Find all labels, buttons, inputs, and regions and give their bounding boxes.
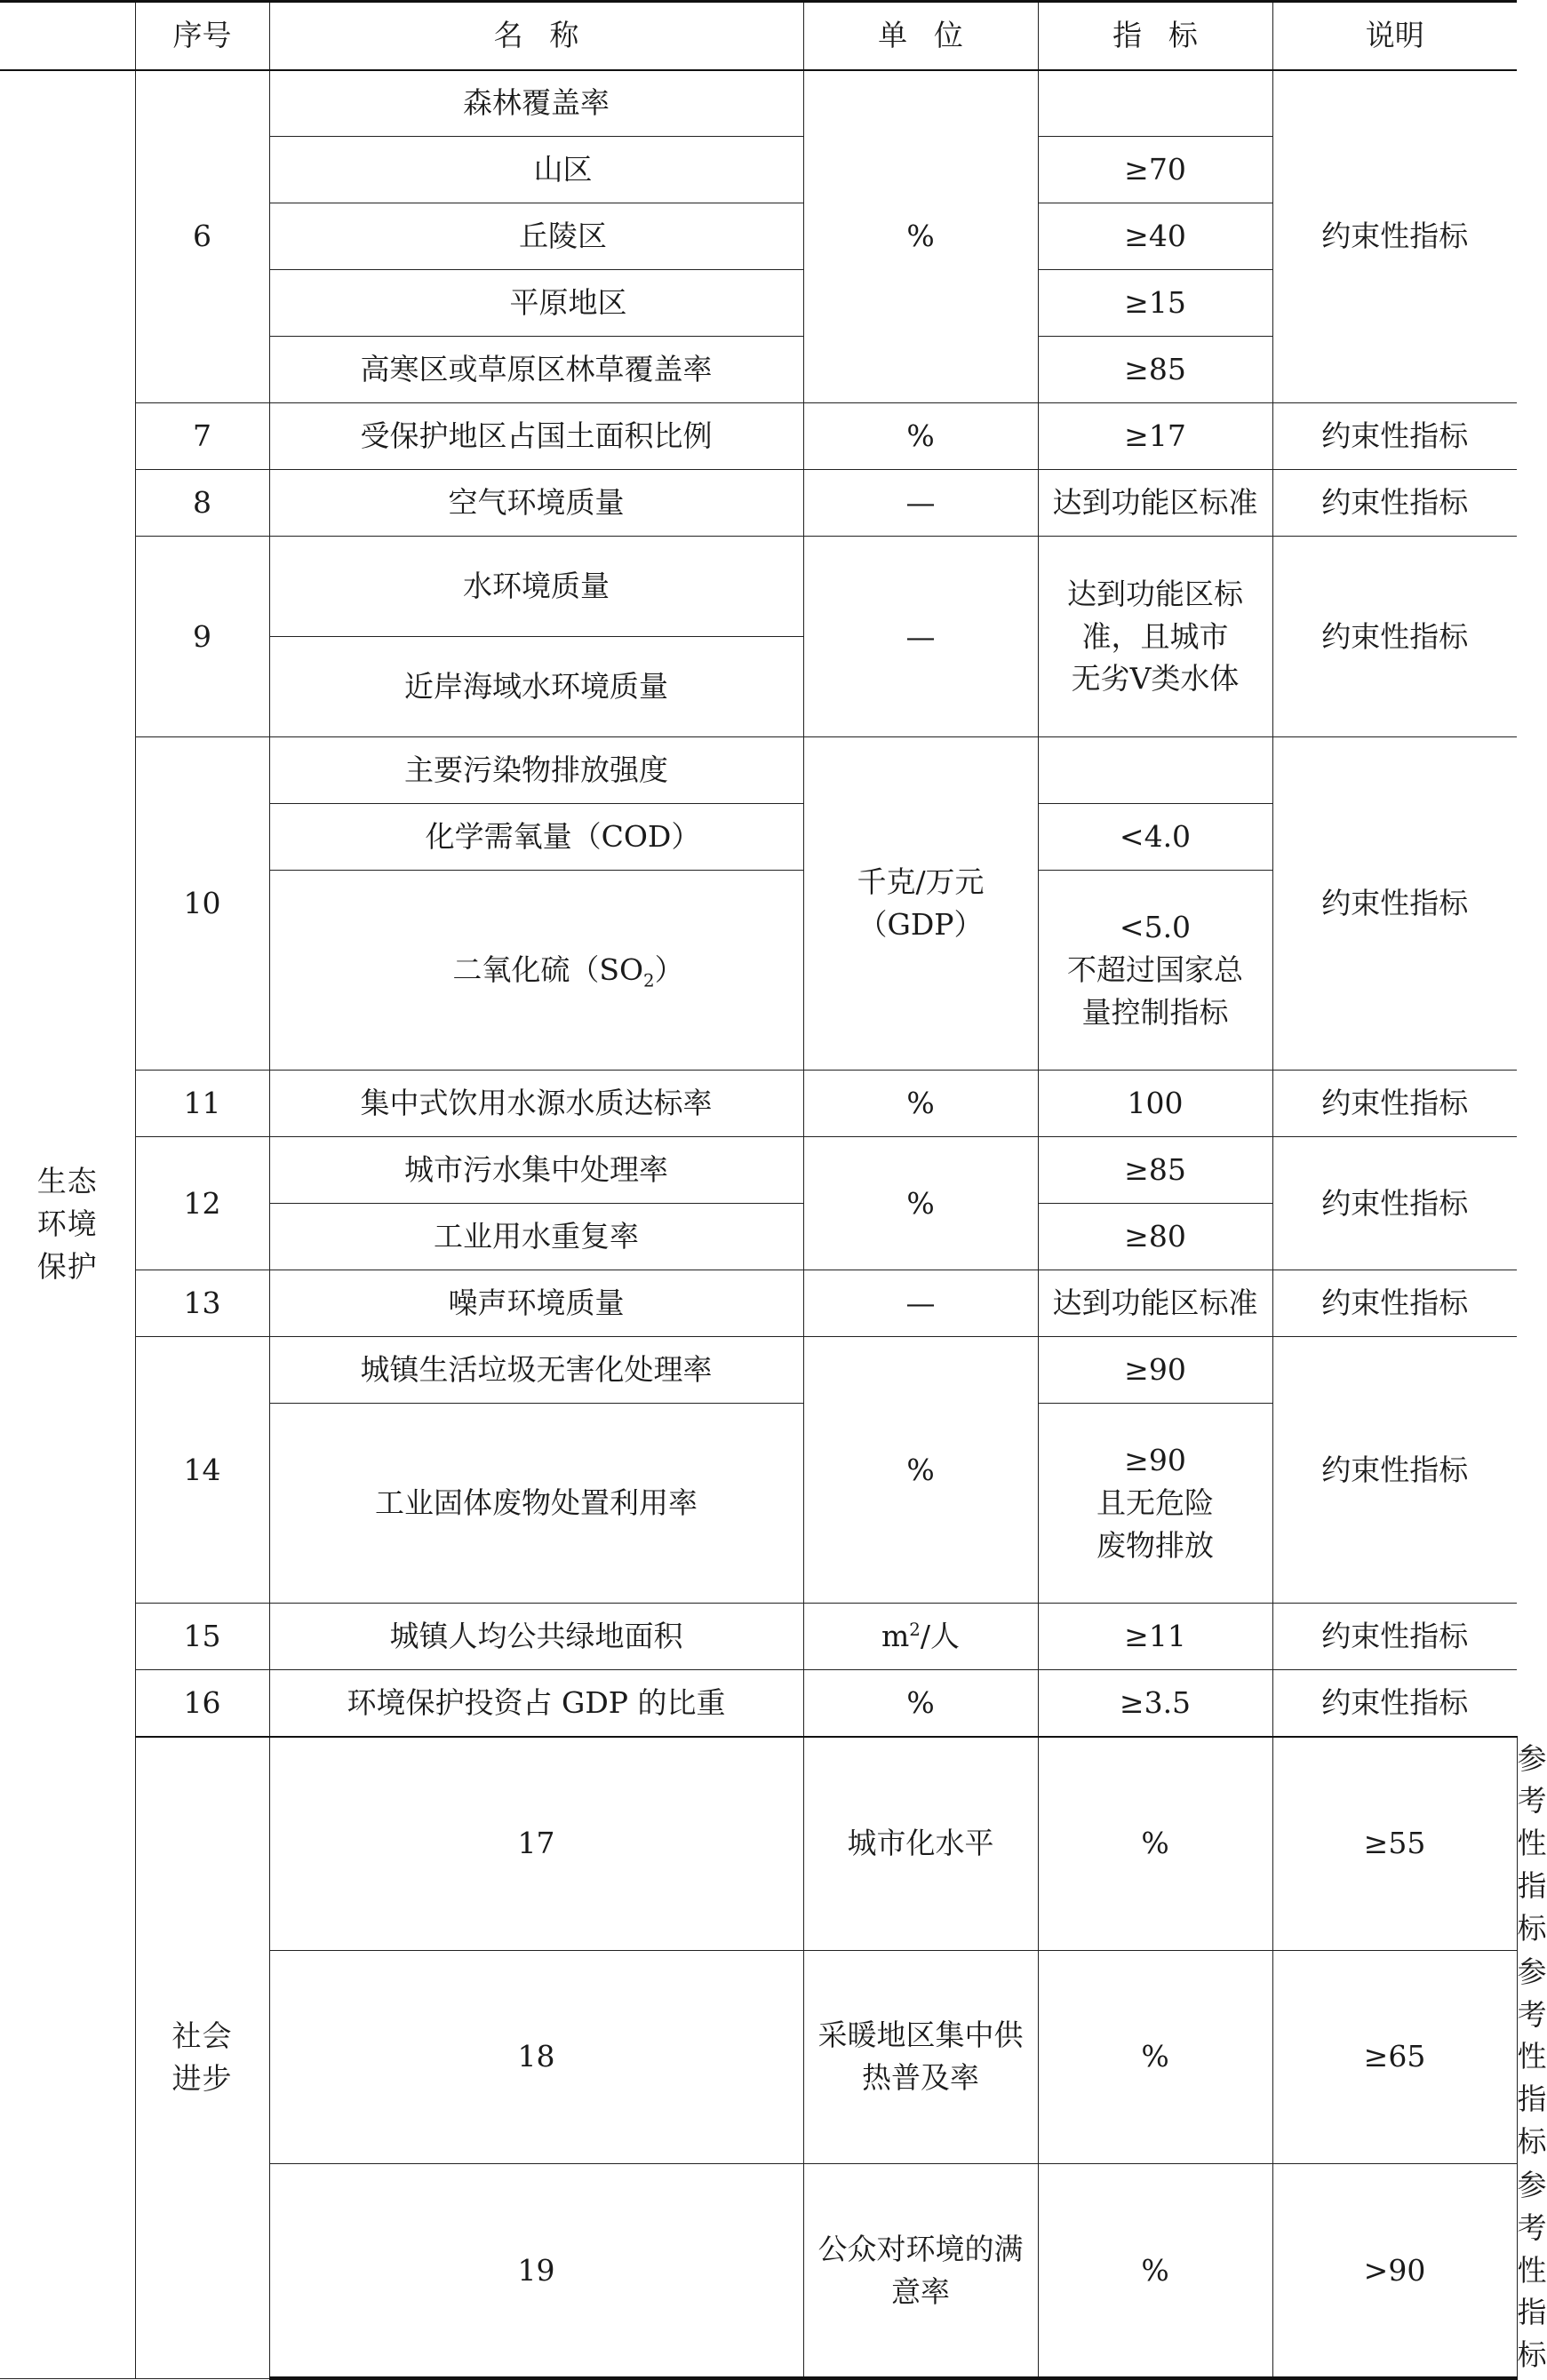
table-row bbox=[0, 1604, 1517, 1670]
row-value: 100 bbox=[1038, 1071, 1272, 1137]
header-unit bbox=[803, 2, 1038, 70]
row-unit: % bbox=[803, 1137, 1038, 1270]
row-unit: % bbox=[1038, 2163, 1272, 2378]
row-value bbox=[1038, 737, 1272, 804]
row-name: 高寒区或草原区林草覆盖率 bbox=[269, 337, 803, 403]
row-note: 约束性指标 bbox=[1272, 1670, 1517, 1737]
row-note: 约束性指标 bbox=[1272, 1270, 1517, 1337]
header-unit-text: 单位 bbox=[878, 18, 990, 53]
table-row bbox=[0, 537, 1517, 637]
header-row bbox=[0, 2, 1517, 70]
row-value: ≥11 bbox=[1038, 1604, 1272, 1670]
row-value: ≥80 bbox=[1038, 1204, 1272, 1270]
table-row bbox=[0, 1337, 1517, 1404]
so2-suffix: ） bbox=[654, 952, 684, 988]
row-unit: — bbox=[803, 470, 1038, 537]
unit-suffix: /人 bbox=[920, 1619, 960, 1654]
row-name: 城市化水平 bbox=[803, 1737, 1038, 1951]
row-no: 15 bbox=[135, 1604, 269, 1670]
row-unit: — bbox=[803, 1270, 1038, 1337]
row-name: 丘陵区 bbox=[269, 203, 803, 270]
table-row bbox=[0, 470, 1517, 537]
row-no: 13 bbox=[135, 1270, 269, 1337]
row-name: 工业用水重复率 bbox=[269, 1204, 803, 1270]
header-category bbox=[0, 2, 135, 70]
row-name: 环境保护投资占 GDP 的比重 bbox=[269, 1670, 803, 1737]
row-unit: % bbox=[803, 403, 1038, 470]
header-indicator-text: 指标 bbox=[1112, 18, 1224, 53]
row-name: 平原地区 bbox=[269, 270, 803, 337]
row-no: 8 bbox=[135, 470, 269, 537]
row-value: ≥90 且无危险 废物排放 bbox=[1038, 1404, 1272, 1604]
header-no: 序号 bbox=[135, 2, 269, 70]
row-unit: % bbox=[803, 1071, 1038, 1137]
row-note: 约束性指标 bbox=[1272, 403, 1517, 470]
header-note: 说明 bbox=[1272, 2, 1517, 70]
row-name bbox=[269, 871, 803, 1071]
row-unit bbox=[803, 1604, 1038, 1670]
row-name: 山区 bbox=[269, 137, 803, 203]
row-note: 约束性指标 bbox=[1272, 1137, 1517, 1270]
row-note: 约束性指标 bbox=[1272, 70, 1517, 403]
row-no: 6 bbox=[135, 70, 269, 403]
row-no: 10 bbox=[135, 737, 269, 1071]
row-note: 约束性指标 bbox=[1272, 737, 1517, 1071]
table-row bbox=[0, 1270, 1517, 1337]
row-value: ≥90 bbox=[1038, 1337, 1272, 1404]
row-note: 约束性指标 bbox=[1272, 470, 1517, 537]
row-name: 城镇人均公共绿地面积 bbox=[269, 1604, 803, 1670]
row-value: ≥85 bbox=[1038, 337, 1272, 403]
table-row bbox=[0, 1137, 1517, 1204]
row-value bbox=[1038, 70, 1272, 137]
header-indicator bbox=[1038, 2, 1272, 70]
row-note: 约束性指标 bbox=[1272, 1604, 1517, 1670]
row-unit: — bbox=[803, 537, 1038, 737]
row-value: >90 bbox=[1272, 2163, 1517, 2378]
row-no: 17 bbox=[269, 1737, 803, 1951]
row-name: 空气环境质量 bbox=[269, 470, 803, 537]
header-name-text: 名称 bbox=[493, 18, 606, 53]
row-name: 公众对环境的满意率 bbox=[803, 2163, 1038, 2378]
row-value: ≥40 bbox=[1038, 203, 1272, 270]
row-name: 城市污水集中处理率 bbox=[269, 1137, 803, 1204]
unit-superscript: 2 bbox=[909, 1620, 921, 1641]
row-value: ≥70 bbox=[1038, 137, 1272, 203]
row-name: 化学需氧量（COD） bbox=[269, 804, 803, 871]
category-eco: 生态 环境 保护 bbox=[0, 70, 135, 2379]
row-name: 水环境质量 bbox=[269, 537, 803, 637]
row-unit: % bbox=[803, 1337, 1038, 1604]
row-no: 16 bbox=[135, 1670, 269, 1737]
row-no: 12 bbox=[135, 1137, 269, 1270]
row-value: ≥17 bbox=[1038, 403, 1272, 470]
table-row bbox=[0, 1071, 1517, 1137]
row-no: 9 bbox=[135, 537, 269, 737]
row-unit: % bbox=[1038, 1950, 1272, 2163]
row-value: ≥85 bbox=[1038, 1137, 1272, 1204]
row-no: 19 bbox=[269, 2163, 803, 2378]
row-value: ≥65 bbox=[1272, 1950, 1517, 2163]
row-unit: % bbox=[1038, 1737, 1272, 1951]
so2-subscript: 2 bbox=[643, 970, 655, 991]
row-value: 达到功能区标 准，且城市 无劣Ⅴ类水体 bbox=[1038, 537, 1272, 737]
row-unit: 千克/万元 （GDP） bbox=[803, 737, 1038, 1071]
row-value: ≥15 bbox=[1038, 270, 1272, 337]
table-row: 社会 进步 17 城市化水平 % ≥55 参考性指标 bbox=[0, 1737, 1517, 1951]
row-no: 18 bbox=[269, 1950, 803, 2163]
row-name: 受保护地区占国土面积比例 bbox=[269, 403, 803, 470]
so2-prefix: 二氧化硫（SO bbox=[452, 952, 644, 988]
row-no: 11 bbox=[135, 1071, 269, 1137]
row-note: 约束性指标 bbox=[1272, 1071, 1517, 1137]
table-row bbox=[0, 1670, 1517, 1737]
row-value: <4.0 bbox=[1038, 804, 1272, 871]
row-name: 噪声环境质量 bbox=[269, 1270, 803, 1337]
category-social: 社会 进步 bbox=[135, 1737, 269, 2379]
row-name: 集中式饮用水源水质达标率 bbox=[269, 1071, 803, 1137]
row-value: 达到功能区标准 bbox=[1038, 1270, 1272, 1337]
unit-base: m bbox=[881, 1619, 910, 1654]
row-note: 约束性指标 bbox=[1272, 537, 1517, 737]
row-name: 森林覆盖率 bbox=[269, 70, 803, 137]
row-name: 近岸海域水环境质量 bbox=[269, 637, 803, 737]
row-note: 约束性指标 bbox=[1272, 1337, 1517, 1604]
row-value: ≥3.5 bbox=[1038, 1670, 1272, 1737]
table-row: 18 采暖地区集中供热普及率 % ≥65 参考性指标 bbox=[0, 1950, 1517, 2163]
row-value: ≥55 bbox=[1272, 1737, 1517, 1951]
row-name: 采暖地区集中供热普及率 bbox=[803, 1950, 1038, 2163]
row-no: 14 bbox=[135, 1337, 269, 1604]
table-row: 19 公众对环境的满意率 % >90 参考性指标 bbox=[0, 2163, 1517, 2378]
table-row bbox=[0, 70, 1517, 137]
table-row bbox=[0, 737, 1517, 804]
table-row bbox=[0, 403, 1517, 470]
row-unit: % bbox=[803, 1670, 1038, 1737]
row-no: 7 bbox=[135, 403, 269, 470]
row-name: 城镇生活垃圾无害化处理率 bbox=[269, 1337, 803, 1404]
row-name: 主要污染物排放强度 bbox=[269, 737, 803, 804]
header-name bbox=[269, 2, 803, 70]
row-value: <5.0 不超过国家总 量控制指标 bbox=[1038, 871, 1272, 1071]
row-name: 工业固体废物处置利用率 bbox=[269, 1404, 803, 1604]
row-value: 达到功能区标准 bbox=[1038, 470, 1272, 537]
row-unit: % bbox=[803, 70, 1038, 403]
